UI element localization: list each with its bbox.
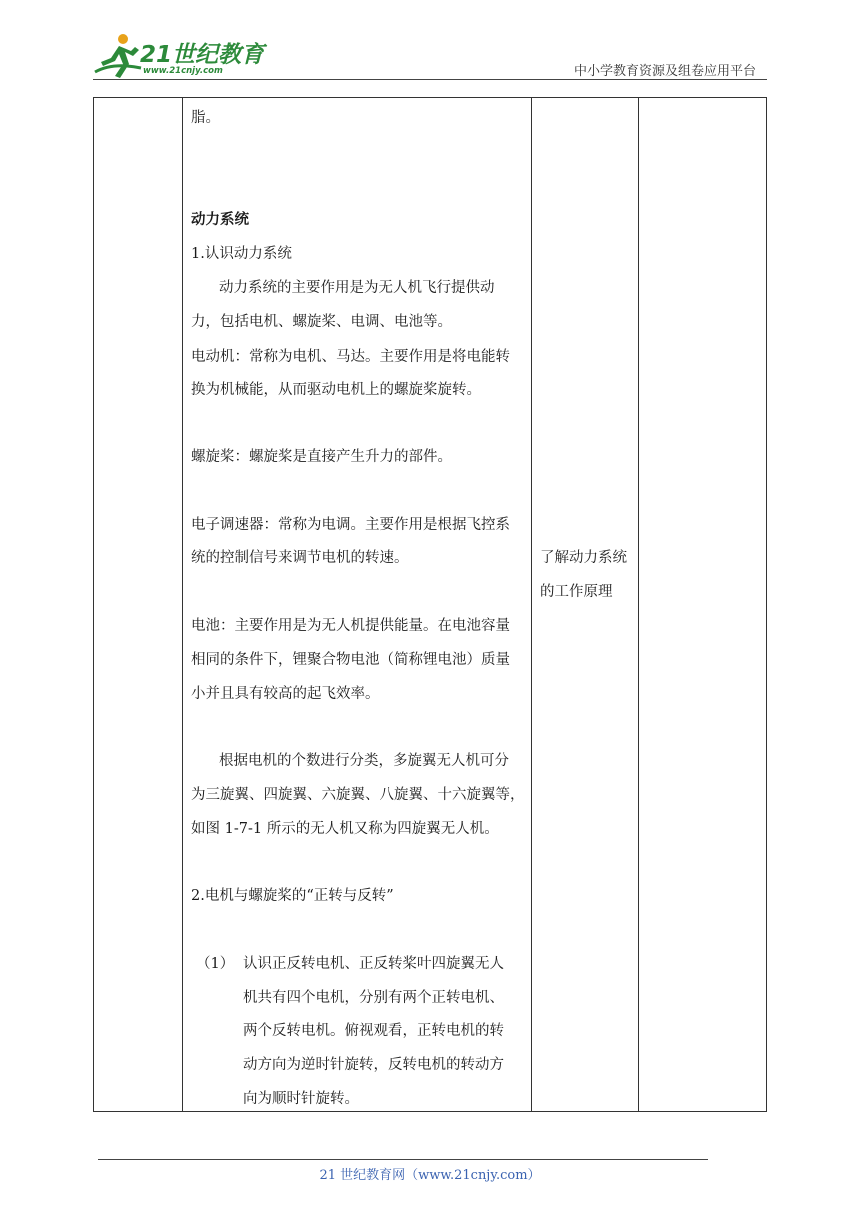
footer-link[interactable]: 21 世纪教育网（www.21cnjy.com） bbox=[319, 1168, 541, 1183]
classification-line-3: 如图 1-7-1 所示的无人机又称为四旋翼无人机。 bbox=[191, 821, 499, 837]
page-header bbox=[0, 0, 860, 90]
subheading-2: 2.电机与螺旋桨的“正转与反转” bbox=[191, 888, 394, 904]
motor-line-2: 换为机械能，从而驱动电机上的螺旋桨旋转。 bbox=[191, 382, 481, 398]
logo-url: www.21cnjy.com bbox=[143, 66, 223, 76]
list-item-line-4: 动方向为逆时针旋转，反转电机的转动方 bbox=[243, 1057, 504, 1073]
intro-line-2: 力，包括电机、螺旋桨、电调、电池等。 bbox=[191, 314, 452, 330]
esc-line-2: 统的控制信号来调节电机的转速。 bbox=[191, 550, 409, 566]
list-item-marker: （1） bbox=[196, 956, 235, 972]
intro-line-1: 动力系统的主要作用是为无人机飞行提供动 bbox=[219, 280, 495, 296]
list-item-line-5: 向为顺时针旋转。 bbox=[243, 1091, 359, 1107]
column-divider-2 bbox=[531, 98, 532, 1111]
site-logo[interactable] bbox=[93, 30, 263, 82]
learning-goal-line-1: 了解动力系统 bbox=[540, 550, 627, 566]
section-title: 动力系统 bbox=[191, 212, 249, 228]
header-divider bbox=[93, 79, 767, 80]
list-item-line-2: 机共有四个电机，分别有两个正转电机、 bbox=[243, 990, 504, 1006]
classification-line-1: 根据电机的个数进行分类，多旋翼无人机可分 bbox=[219, 753, 509, 769]
top-fragment-text: 脂。 bbox=[191, 110, 220, 126]
propeller-text: 螺旋桨：螺旋桨是直接产生升力的部件。 bbox=[191, 449, 452, 465]
logo-text: 21世纪教育 bbox=[140, 42, 265, 68]
lesson-table bbox=[93, 97, 767, 1112]
battery-line-2: 相同的条件下，锂聚合物电池（简称锂电池）质量 bbox=[191, 652, 510, 668]
motor-line-1: 电动机：常称为电机、马达。主要作用是将电能转 bbox=[191, 349, 510, 365]
esc-line-1: 电子调速器：常称为电调。主要作用是根据飞控系 bbox=[191, 517, 510, 533]
column-divider-3 bbox=[638, 98, 639, 1111]
classification-line-2: 为三旋翼、四旋翼、六旋翼、八旋翼、十六旋翼等， bbox=[191, 787, 525, 803]
platform-name: 中小学教育资源及组卷应用平台 bbox=[573, 64, 756, 79]
list-item-line-1: 认识正反转电机、正反转桨叶四旋翼无人 bbox=[243, 956, 504, 972]
battery-line-1: 电池：主要作用是为无人机提供能量。在电池容量 bbox=[191, 618, 510, 634]
subheading-1: 1.认识动力系统 bbox=[191, 246, 292, 262]
column-divider-1 bbox=[182, 98, 183, 1111]
battery-line-3: 小并且具有较高的起飞效率。 bbox=[191, 686, 380, 702]
list-item-line-3: 两个反转电机。俯视观看，正转电机的转 bbox=[243, 1023, 504, 1039]
runner-logo-icon bbox=[93, 32, 145, 80]
footer-divider bbox=[98, 1159, 708, 1160]
learning-goal-line-2: 的工作原理 bbox=[540, 584, 613, 600]
